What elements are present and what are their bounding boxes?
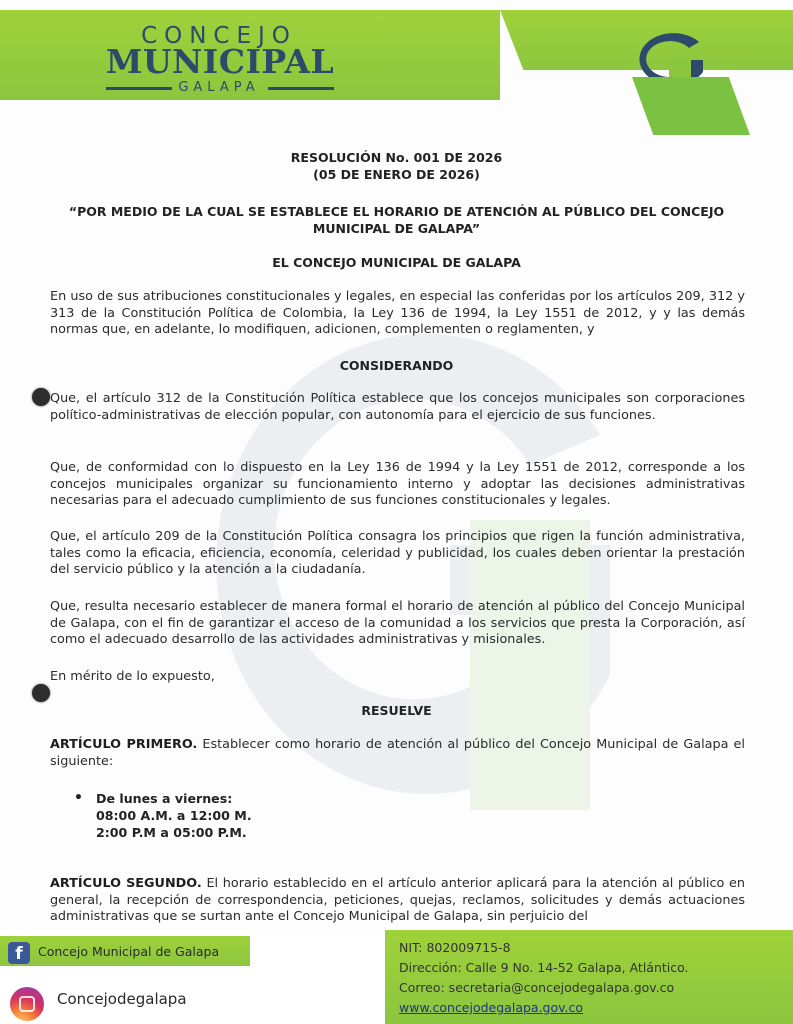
nit-text: NIT: 802009715-8 (399, 940, 511, 955)
considerando-paragraph: Que, resulta necesario establecer de manera formal el horario de atención al público del Concejo Municipal de Galapa, con el fin de garantizar el acceso de la comunidad a los servicios que presta la Corporación, así como el adecuado desarrollo de las actividades administrativas y misionales. (50, 599, 745, 647)
footer (0, 930, 793, 1024)
article-2-text: El horario establecido en el artículo anterior aplicará para la atención al público en general, la recepción de correspondencia, peticiones, quejas, reclamos, solicitudes y demás actuaciones administrativas que se surtan ante el Concejo Municipal de Galapa, sin perjuicio del (50, 876, 746, 924)
considerando-paragraph: Que, de conformidad con lo dispuesto en la Ley 136 de 1994 y la Ley 1551 de 2012, corresponde a los concejos municipales organizar su funcionamiento interno y adoptar las decisiones administrativas necesarias para el adecuado cumplimiento de sus funciones constitucionales y legales. (50, 460, 745, 508)
considerando-paragraph: Que, el artículo 209 de la Constitución Política consagra los principios que rigen la función administrativa, tales como la eficacia, eficiencia, economía, celeridad y publicidad, los cuales deben orientar la prestación del servicio público y la atención a la ciudadanía. (50, 529, 745, 577)
footer-contact (385, 930, 793, 1024)
article-1-paragraph (50, 737, 745, 770)
logo-text-municipal: MUNICIPAL (105, 42, 335, 81)
resolution-subject-line2: MUNICIPAL DE GALAPA” (312, 221, 481, 236)
instagram-icon (10, 987, 44, 1021)
article-2-paragraph (50, 876, 745, 926)
resolution-number: RESOLUCIÓN No. 001 DE 2026 (290, 150, 503, 165)
address-text: Dirección: Calle 9 No. 14-52 Galapa, Atlántico. (399, 960, 689, 975)
logo-text-galapa: GALAPA (178, 80, 260, 95)
instagram-handle: Concejodegalapa (57, 990, 187, 1008)
article-1-text: Establecer como horario de atención al público del Concejo Municipal de Galapa el siguiente: (50, 737, 745, 769)
issuer-heading: EL CONCEJO MUNICIPAL DE GALAPA (272, 255, 521, 270)
email-text: Correo: secretaria@concejodegalapa.gov.co (399, 980, 675, 995)
punch-hole (32, 684, 50, 702)
resolution-date: (05 DE ENERO DE 2026) (313, 167, 480, 182)
footer-social (0, 930, 385, 1024)
website-link[interactable]: www.concejodegalapa.gov.co (399, 1000, 584, 1015)
article-1-label: ARTÍCULO PRIMERO. (50, 737, 198, 752)
schedule-list (74, 790, 252, 841)
schedule-morning: 08:00 A.M. a 12:00 M. (96, 808, 252, 823)
logo-rule-right (268, 87, 334, 90)
logo-text-concejo: CONCEJO (141, 23, 297, 49)
considerando-heading: CONSIDERANDO (339, 358, 454, 373)
punch-hole (32, 388, 50, 406)
considerando-paragraph: Que, el artículo 312 de la Constitución Política establece que los concejos municipales son corporaciones político-administrativas de elección popular, con autonomía para el ejercicio de sus funciones. (50, 391, 745, 423)
resuelve-heading: RESUELVE (361, 703, 432, 718)
facebook-icon: f (8, 942, 30, 964)
resolution-subject-line1: “POR MEDIO DE LA CUAL SE ESTABLECE EL HORARIO DE ATENCIÓN AL PÚBLICO DEL CONCEJO (68, 204, 725, 219)
preamble-paragraph: En uso de sus atribuciones constitucionales y legales, en especial las conferidas por los artículos 209, 312 y 313 de la Constitución Política de Colombia, la Ley 136 de 1994, la Ley 1551 de 2012, y y las demás normas que, en adelante, lo modifiquen, adicionen, complementen o reglamenten, y (50, 289, 745, 337)
schedule-days: De lunes a viernes: (96, 791, 233, 806)
schedule-afternoon: 2:00 P.M a 05:00 P.M. (96, 825, 247, 840)
facebook-handle: Concejo Municipal de Galapa (38, 944, 220, 959)
article-2-label: ARTÍCULO SEGUNDO. (50, 876, 202, 891)
merito-line: En mérito de lo expuesto, (50, 669, 215, 684)
bullet-icon: • (74, 790, 83, 806)
